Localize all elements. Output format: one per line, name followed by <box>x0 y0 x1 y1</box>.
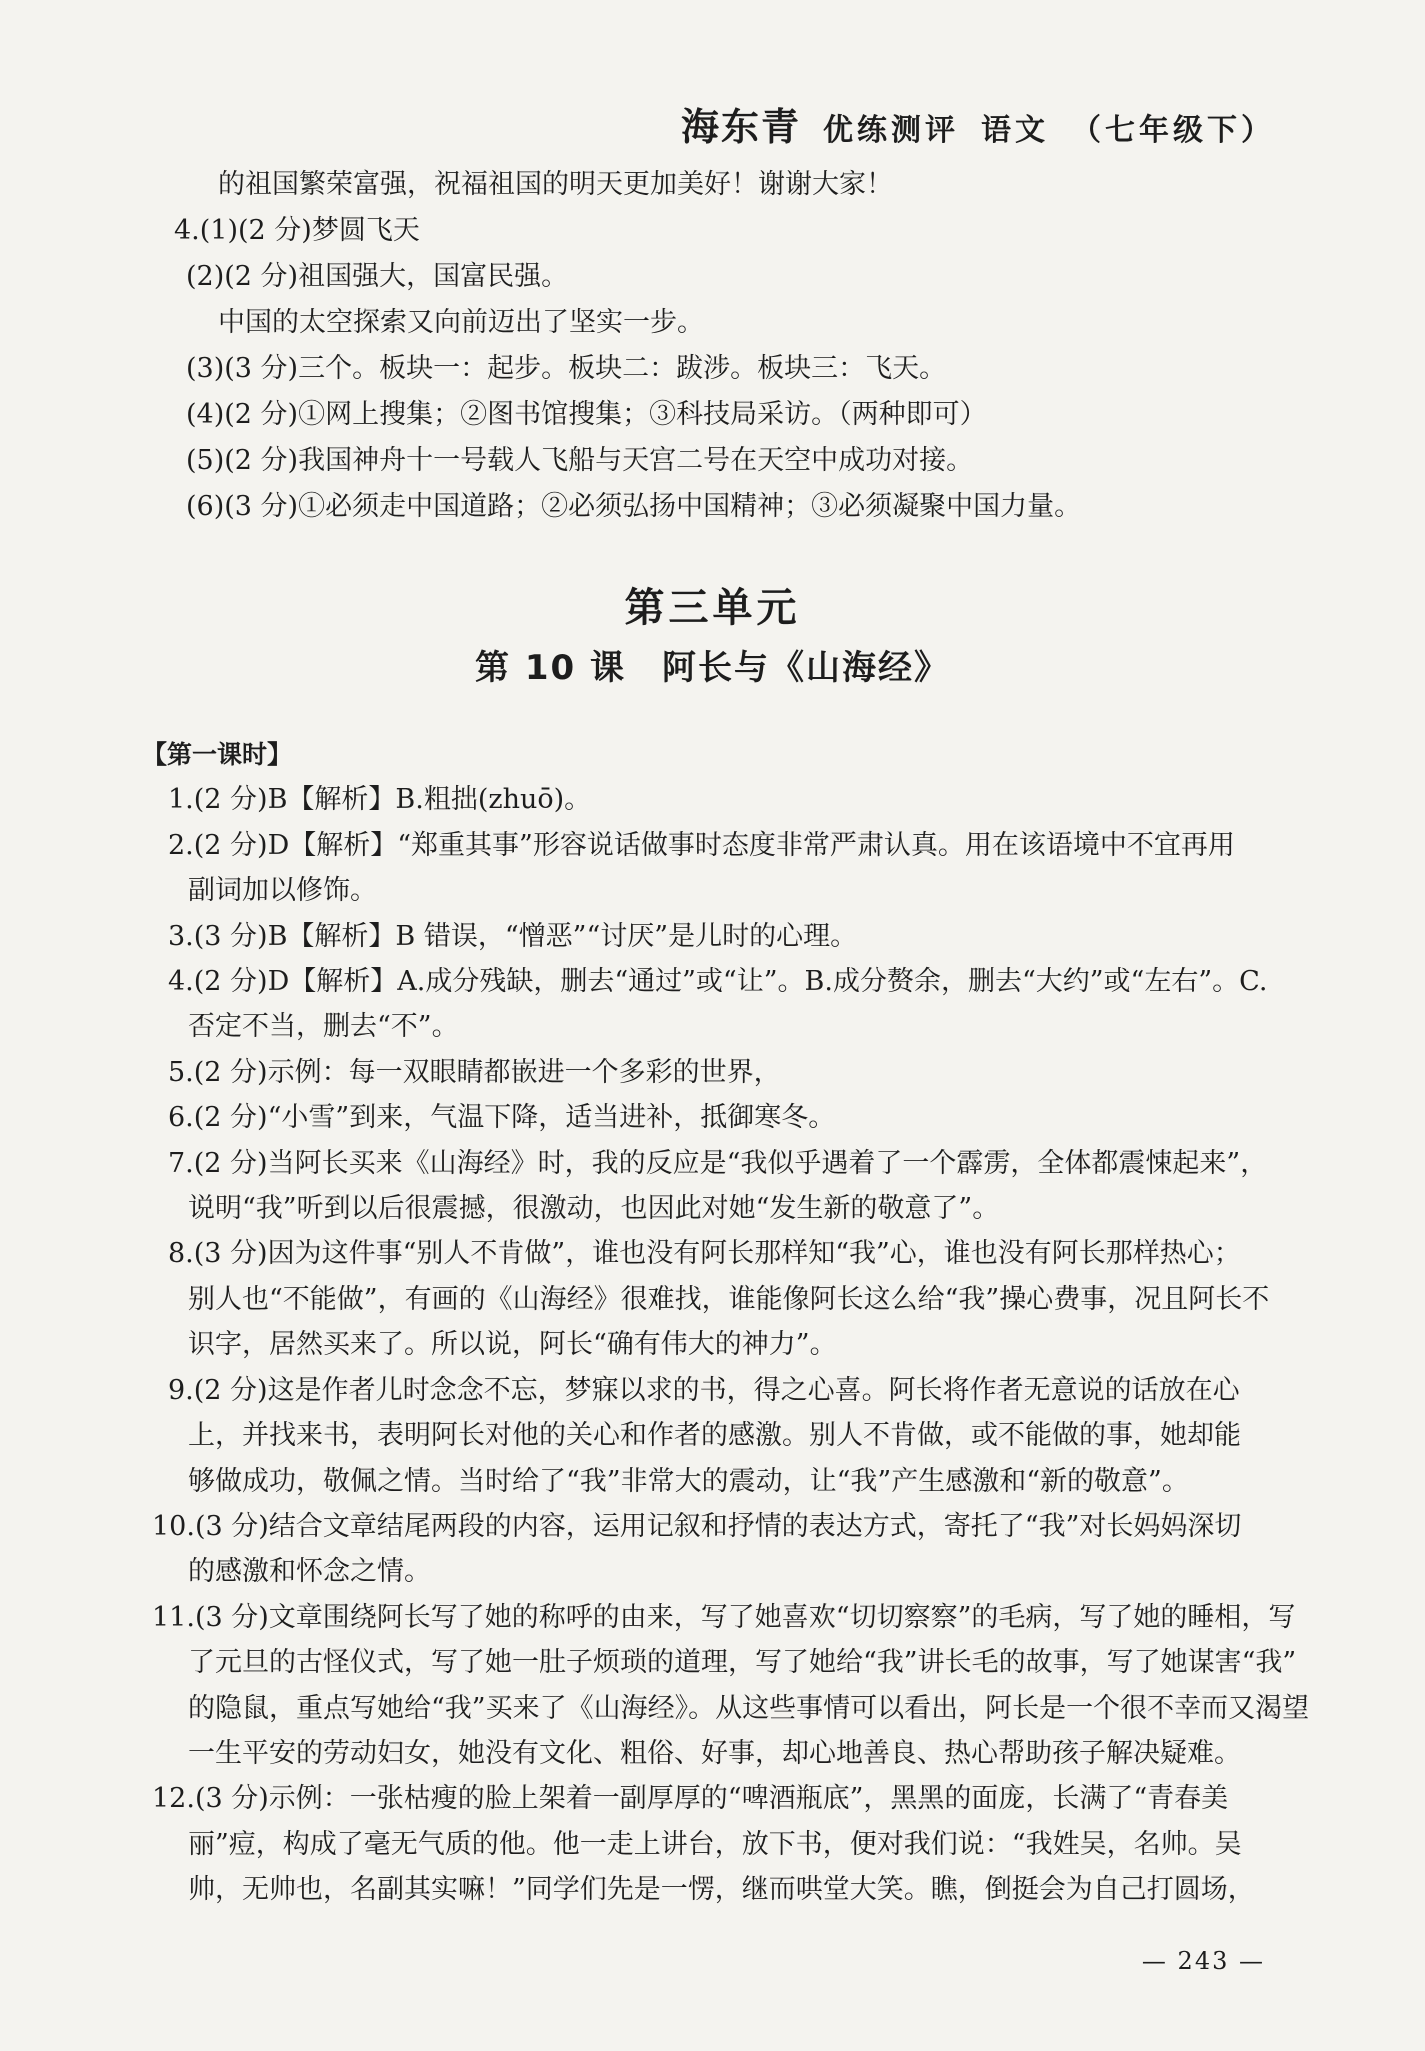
subject-name: 语文 <box>981 113 1049 148</box>
previous-answers <box>148 162 1283 530</box>
lesson-title: 第 10 课 阿长与《山海经》 <box>475 648 950 688</box>
series-name: 优练测评 <box>823 113 959 148</box>
answer-line: 6.(2 分)“小雪”到来，气温下降，适当进补，抵御寒冬。 <box>168 1102 836 1134</box>
answer-line: 2.(2 分)D【解析】“郑重其事”形容说话做事时态度非常严肃认真。用在该语境中不宜再用 <box>168 829 1235 861</box>
answer-line: 1.(2 分)B【解析】B.粗拙(zhuō)。 <box>168 784 592 816</box>
page-number: — 243 — <box>1141 1947 1265 1975</box>
brand-name: 海东青 <box>680 105 801 149</box>
answer-line: 够做成功，敬佩之情。当时给了“我”非常大的震动，让“我”产生感激和“新的敬意”。 <box>188 1465 1189 1497</box>
unit-title: 第三单元 <box>624 585 801 631</box>
lesson-answers <box>142 732 1310 1913</box>
answer-line: 3.(3 分)B【解析】B 错误，“憎恶”“讨厌”是儿时的心理。 <box>168 920 858 952</box>
text-line: (4)(2 分)①网上搜集；②图书馆搜集；③科技局采访。（两种即可） <box>186 399 987 430</box>
answer-line: 10.(3 分)结合文章结尾两段的内容，运用记叙和抒情的表达方式，寄托了“我”对长妈妈深切 <box>152 1510 1242 1542</box>
answer-line: 9.(2 分)这是作者儿时念念不忘，梦寐以求的书，得之心喜。阿长将作者无意说的话放在心 <box>168 1374 1240 1406</box>
answer-line: 11.(3 分)文章围绕阿长写了她的称呼的由来，写了她喜欢“切切察察”的毛病，写了她的睡相，写 <box>152 1601 1296 1633</box>
running-header <box>681 96 1275 151</box>
answer-line: 上，并找来书，表明阿长对他的关心和作者的感激。别人不肯做，或不能做的事，她却能 <box>188 1420 1241 1452</box>
answer-line: 12.(3 分)示例：一张枯瘦的脸上架着一副厚厚的“啤酒瓶底”，黑黑的面庞，长满了“青春美 <box>152 1783 1229 1815</box>
answer-line: 否定不当，删去“不”。 <box>188 1011 459 1043</box>
answer-line: 一生平安的劳动妇女，她没有文化、粗俗、好事，却心地善良、热心帮助孩子解决疑难。 <box>188 1737 1241 1769</box>
answer-line: 的感激和怀念之情。 <box>188 1556 431 1588</box>
answer-line: 5.(2 分)示例：每一双眼睛都嵌进一个多彩的世界， <box>168 1056 781 1088</box>
text-line: (2)(2 分)祖国强大，国富民强。 <box>186 261 569 292</box>
grade-label: （七年级下） <box>1071 113 1275 148</box>
answer-line: 8.(3 分)因为这件事“别人不肯做”，谁也没有阿长那样知“我”心，谁也没有阿长那样热心； <box>168 1238 1241 1270</box>
answer-line: 识字，居然买来了。所以说，阿长“确有伟大的神力”。 <box>188 1329 837 1361</box>
answer-line: 说明“我”听到以后很震撼，很激动，也因此对她“发生新的敬意了”。 <box>188 1193 1000 1225</box>
text-line: 4.(1)(2 分)梦圆飞天 <box>174 215 420 246</box>
text-line: 中国的太空探索又向前迈出了坚实一步。 <box>218 307 704 338</box>
answer-line: 7.(2 分)当阿长买来《山海经》时，我的反应是“我似乎遇着了一个霹雳，全体都震悚起来”， <box>168 1147 1268 1179</box>
answer-line: 丽”痘，构成了毫无气质的他。他一走上讲台，放下书，便对我们说：“我姓吴，名帅。吴 <box>188 1828 1242 1860</box>
answer-line: 副词加以修饰。 <box>188 875 377 907</box>
answer-line: 了元旦的古怪仪式，写了她一肚子烦琐的道理，写了她给“我”讲长毛的故事，写了她谋害“我” <box>188 1647 1297 1679</box>
section-heading: 【第一课时】 <box>142 740 293 769</box>
text-line: 的祖国繁荣富强，祝福祖国的明天更加美好！谢谢大家！ <box>218 169 893 200</box>
text-line: (3)(3 分)三个。板块一：起步。板块二：跋涉。板块三：飞天。 <box>186 353 947 384</box>
text-line: (5)(2 分)我国神舟十一号载人飞船与天宫二号在天空中成功对接。 <box>186 445 974 476</box>
answer-line: 帅，无帅也，名副其实嘛！”同学们先是一愣，继而哄堂大笑。瞧，倒挺会为自己打圆场， <box>188 1874 1255 1906</box>
text-line: (6)(3 分)①必须走中国道路；②必须弘扬中国精神；③必须凝聚中国力量。 <box>186 491 1082 522</box>
answer-line: 的隐鼠，重点写她给“我”买来了《山海经》。从这些事情可以看出，阿长是一个很不幸而又渴望 <box>188 1692 1310 1724</box>
answer-line: 别人也“不能做”，有画的《山海经》很难找，谁能像阿长这么给“我”操心费事，况且阿长不 <box>188 1283 1270 1315</box>
answer-line: 4.(2 分)D【解析】A.成分残缺，删去“通过”或“让”。B.成分赘余，删去“大约”或“左右”。C. <box>168 966 1268 998</box>
